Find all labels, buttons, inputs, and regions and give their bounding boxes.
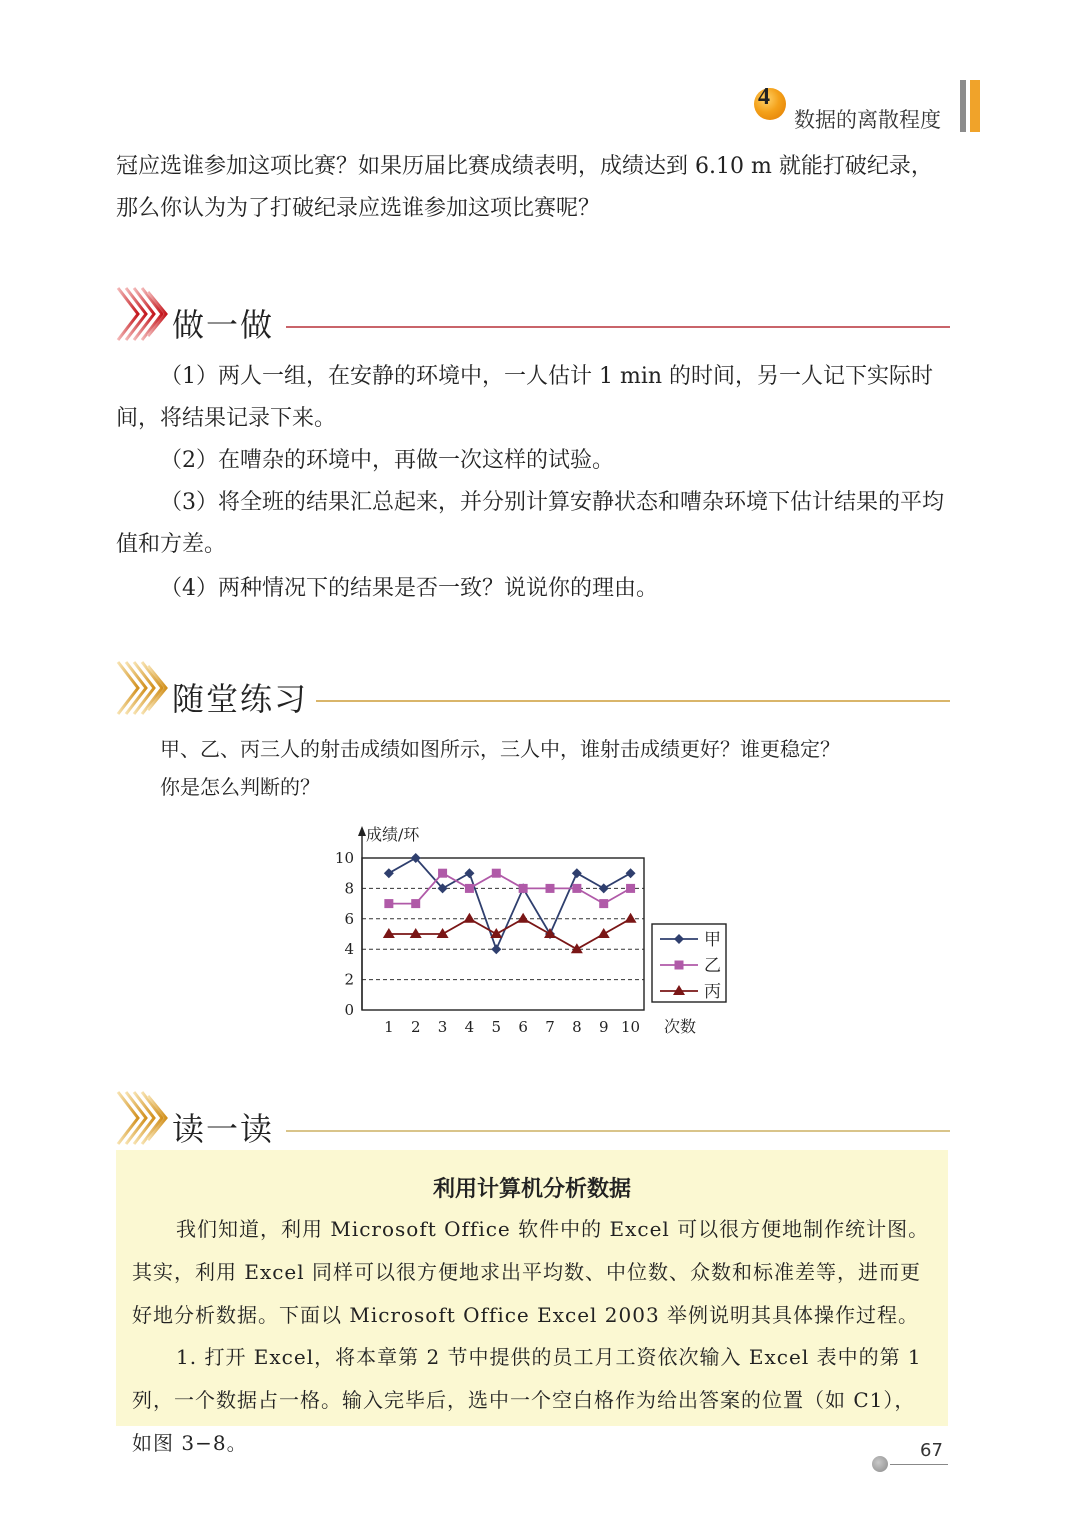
legend-marker-square bbox=[675, 961, 684, 970]
intro-paragraph: 冠应选谁参加这项比赛？如果历届比赛成绩表明，成绩达到 6.10 m 就能打破纪录，那么你认为为了打破纪录应选谁参加这项比赛呢？ bbox=[116, 154, 933, 221]
data-point-triangle bbox=[383, 928, 395, 938]
x-tick-label: 4 bbox=[464, 1018, 475, 1036]
data-point-diamond bbox=[572, 868, 582, 878]
data-point-square bbox=[626, 884, 635, 893]
data-point-triangle bbox=[490, 928, 502, 938]
data-point-triangle bbox=[544, 928, 556, 938]
x-tick-label: 9 bbox=[598, 1018, 609, 1036]
data-point-square bbox=[519, 884, 528, 893]
data-point-square bbox=[438, 869, 447, 878]
chapter-number: 4 bbox=[758, 84, 770, 110]
x-tick-label: 3 bbox=[437, 1018, 448, 1036]
do-section-line bbox=[286, 326, 950, 328]
legend-label: 丙 bbox=[704, 982, 721, 1002]
chapter-title: 数据的离散程度 bbox=[794, 108, 941, 132]
read-paragraph-1: 我们知道，利用 Microsoft Office 软件中的 Excel 可以很方便地制作统计图。其实，利用 Excel 同样可以很方便地求出平均数、中位数、众数和标准差等，进而更好地分析数据。下面以 Microsoft Office Excel 2003 举例说明其具体操作过程。 bbox=[132, 1217, 930, 1327]
data-point-diamond bbox=[626, 868, 636, 878]
data-point-diamond bbox=[384, 868, 394, 878]
y-tick-label: 6 bbox=[344, 909, 354, 928]
do-item-4: （4）两种情况下的结果是否一致？说说你的理由。 bbox=[160, 576, 658, 601]
x-tick-label: 7 bbox=[545, 1018, 555, 1036]
legend-label: 乙 bbox=[704, 956, 721, 976]
data-point-square bbox=[384, 899, 393, 908]
data-point-triangle bbox=[571, 943, 583, 953]
do-item-3: （3）将全班的结果汇总起来，并分别计算安静状态和嘈杂环境下估计结果的平均值和方差。 bbox=[116, 490, 944, 557]
chart-svg bbox=[330, 820, 730, 1040]
y-tick-label: 4 bbox=[344, 940, 354, 959]
data-point-triangle bbox=[625, 913, 637, 923]
y-tick-label: 8 bbox=[344, 879, 354, 898]
red-chevron-icon bbox=[116, 286, 172, 342]
page-number: 67 bbox=[920, 1440, 943, 1461]
x-tick-label: 6 bbox=[518, 1018, 528, 1036]
data-point-square bbox=[546, 884, 555, 893]
data-point-diamond bbox=[599, 883, 609, 893]
data-point-triangle bbox=[598, 928, 610, 938]
data-point-diamond bbox=[491, 944, 501, 954]
practice-section-header bbox=[116, 660, 950, 730]
x-tick-label: 5 bbox=[491, 1018, 502, 1036]
data-point-diamond bbox=[464, 868, 474, 878]
series-line-3 bbox=[389, 919, 631, 949]
page-footer bbox=[866, 1436, 950, 1476]
page-footer-line bbox=[890, 1464, 948, 1465]
data-point-square bbox=[411, 899, 420, 908]
y-tick-label: 0 bbox=[344, 1001, 354, 1019]
x-tick-label: 1 bbox=[384, 1018, 394, 1036]
do-section-title: 做一做 bbox=[172, 306, 275, 344]
do-item-2: （2）在嘈杂的环境中，再做一次这样的试验。 bbox=[160, 448, 614, 473]
page-dot-icon bbox=[872, 1456, 888, 1472]
read-section-line bbox=[286, 1130, 950, 1132]
shooting-score-chart bbox=[330, 820, 730, 1040]
read-paragraph-2: 1. 打开 Excel，将本章第 2 节中提供的员工月工资依次输入 Excel 表中的第 1 列，一个数据占一格。输入完毕后，选中一个空白格作为给出答案的位置（如 C1），如图 3−8。 bbox=[132, 1345, 922, 1455]
y-axis-label: 成绩/环 bbox=[366, 825, 420, 844]
practice-section-title: 随堂练习 bbox=[172, 680, 309, 718]
data-point-triangle bbox=[437, 928, 449, 938]
practice-section-line bbox=[316, 700, 950, 702]
y-tick-label: 2 bbox=[344, 970, 354, 989]
read-box-title: 利用计算机分析数据 bbox=[432, 1177, 631, 1202]
x-axis-label: 次数 bbox=[664, 1017, 697, 1036]
header-bar-orange bbox=[970, 80, 980, 132]
gold-chevron-icon bbox=[116, 1090, 172, 1146]
chapter-header bbox=[748, 78, 988, 140]
data-point-triangle bbox=[410, 928, 422, 938]
read-section-title: 读一读 bbox=[172, 1110, 275, 1148]
data-point-square bbox=[572, 884, 581, 893]
series-line-1 bbox=[389, 858, 631, 949]
practice-question-line-1: 甲、乙、丙三人的射击成绩如图所示，三人中，谁射击成绩更好？谁更稳定？ bbox=[160, 737, 840, 761]
data-point-square bbox=[492, 869, 501, 878]
data-point-triangle bbox=[463, 913, 475, 923]
gold-chevron-icon bbox=[116, 660, 172, 716]
data-point-triangle bbox=[517, 913, 529, 923]
data-point-square bbox=[599, 899, 608, 908]
practice-question-line-2: 你是怎么判断的？ bbox=[160, 775, 320, 799]
do-section-header bbox=[116, 286, 950, 356]
do-item-1: （1）两人一组，在安静的环境中，一人估计 1 min 的时间，另一人记下实际时间，将结果记录下来。 bbox=[116, 364, 934, 431]
data-point-square bbox=[465, 884, 474, 893]
legend-label: 甲 bbox=[704, 930, 721, 950]
y-tick-label: 10 bbox=[334, 849, 354, 867]
y-axis-arrow bbox=[358, 826, 366, 836]
x-tick-label: 8 bbox=[572, 1018, 582, 1036]
x-tick-label: 2 bbox=[410, 1018, 421, 1036]
header-bar-gray bbox=[960, 80, 966, 132]
x-tick-label: 10 bbox=[621, 1018, 641, 1036]
